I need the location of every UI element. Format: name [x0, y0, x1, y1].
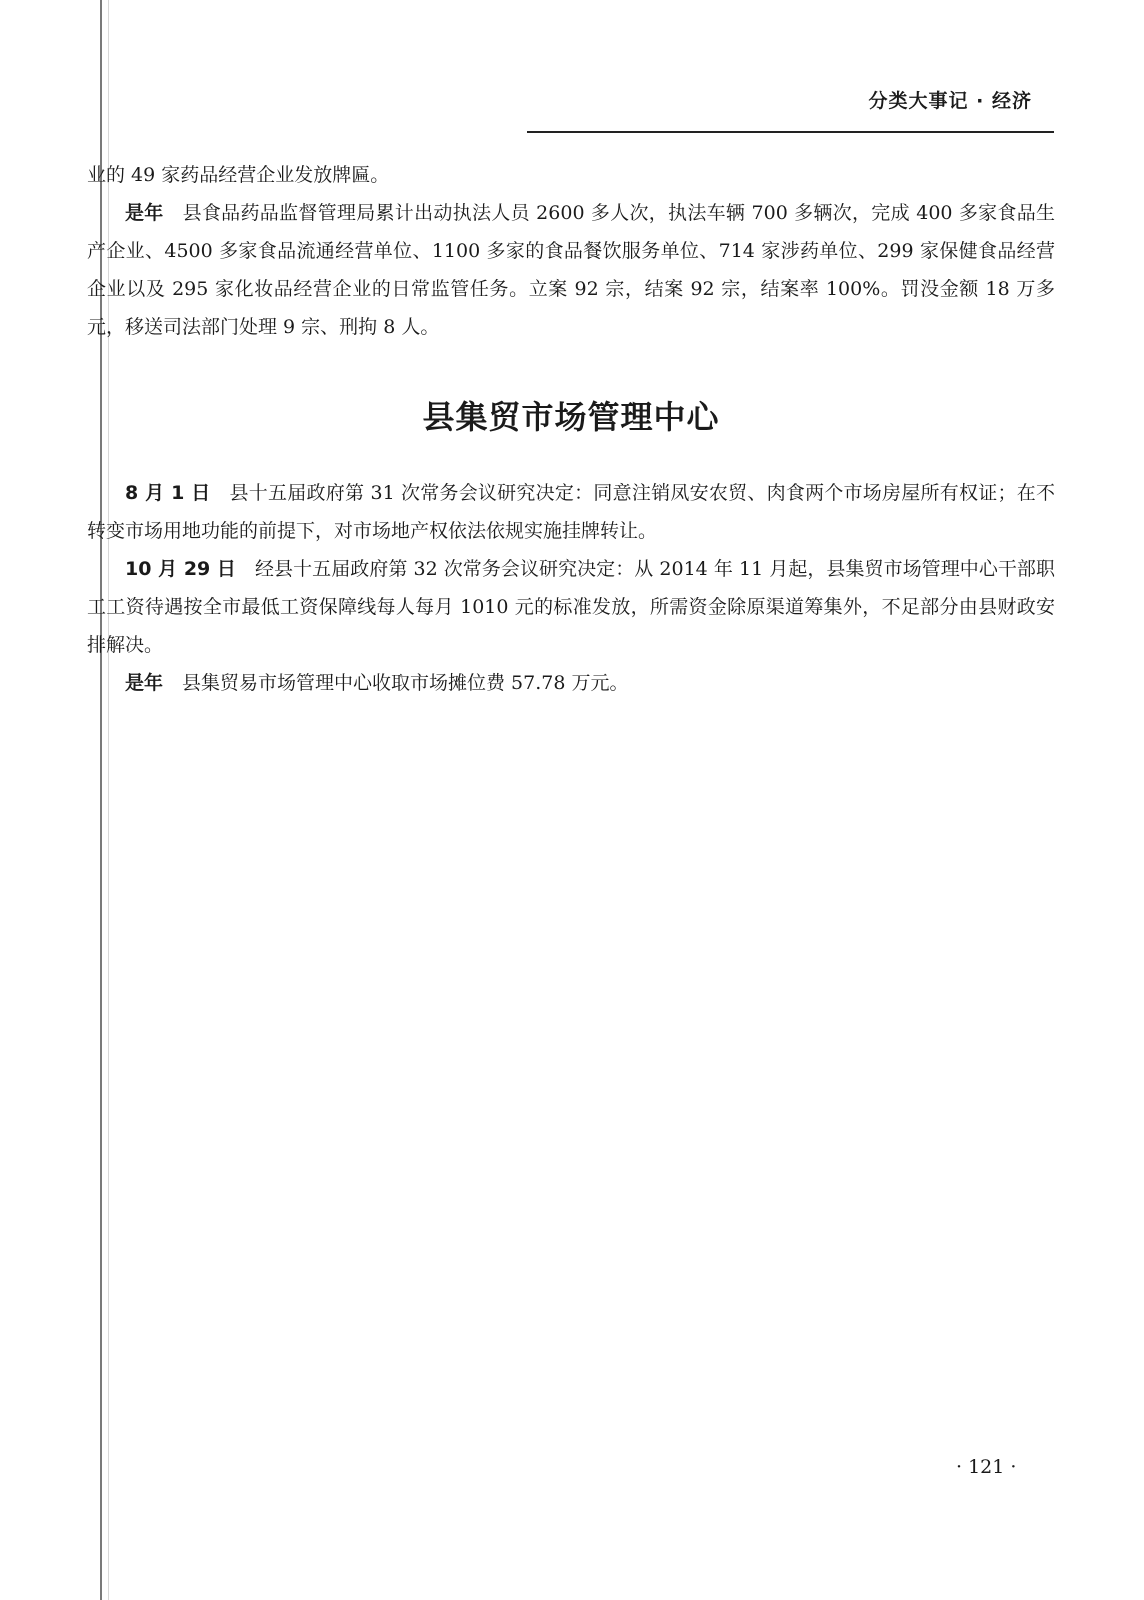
section-title: 县集贸市场管理中心	[422, 398, 720, 436]
entry-text: 县集贸易市场管理中心收取市场摊位费 57.78 万元。	[182, 672, 629, 694]
entry-date-label: 8 月 1 日	[125, 482, 211, 504]
continuation-paragraph: 业的 49 家药品经营企业发放牌匾。	[87, 164, 390, 186]
year-entry-paragraph	[87, 194, 1055, 346]
entry-date-label: 是年	[125, 672, 164, 694]
entry-paragraph	[87, 664, 1055, 702]
market-section-body	[87, 474, 1055, 702]
entry-text: 经县十五届政府第 32 次常务会议研究决定：从 2014 年 11 月起，县集贸市场管理中心干部职工工资待遇按全市最低工资保障线每人每月 1010 元的标准发放，所需资金除原渠道筹集外，不足部分由县财政安排解决。	[87, 558, 1055, 656]
entry-text: 县食品药品监督管理局累计出动执法人员 2600 多人次，执法车辆 700 多辆次，完成 400 多家食品生产企业、4500 多家食品流通经营单位、1100 多家的食品餐饮服务单位、714 家涉药单位、299 家保健食品经营企业以及 295 家化妆品经营企业的日常监管任务。立案 92 宗，结案 92 宗，结案率 100%。罚没金额 18 万多元，移送司法部门处理 9 宗、刑拘 8 人。	[87, 202, 1055, 338]
entry-date-label: 10 月 29 日	[125, 558, 236, 580]
page-number: · 121 ·	[956, 1456, 1017, 1478]
running-header: 分类大事记 · 经济	[868, 90, 1032, 112]
entry-date-label: 是年	[125, 202, 164, 224]
entry-text: 县十五届政府第 31 次常务会议研究决定：同意注销凤安农贸、肉食两个市场房屋所有权证；在不转变市场用地功能的前提下，对市场地产权依法依规实施挂牌转让。	[87, 482, 1055, 542]
food-drug-section-body	[87, 156, 1055, 346]
entry-paragraph	[87, 550, 1055, 664]
header-rule	[527, 131, 1054, 133]
entry-paragraph	[87, 474, 1055, 550]
